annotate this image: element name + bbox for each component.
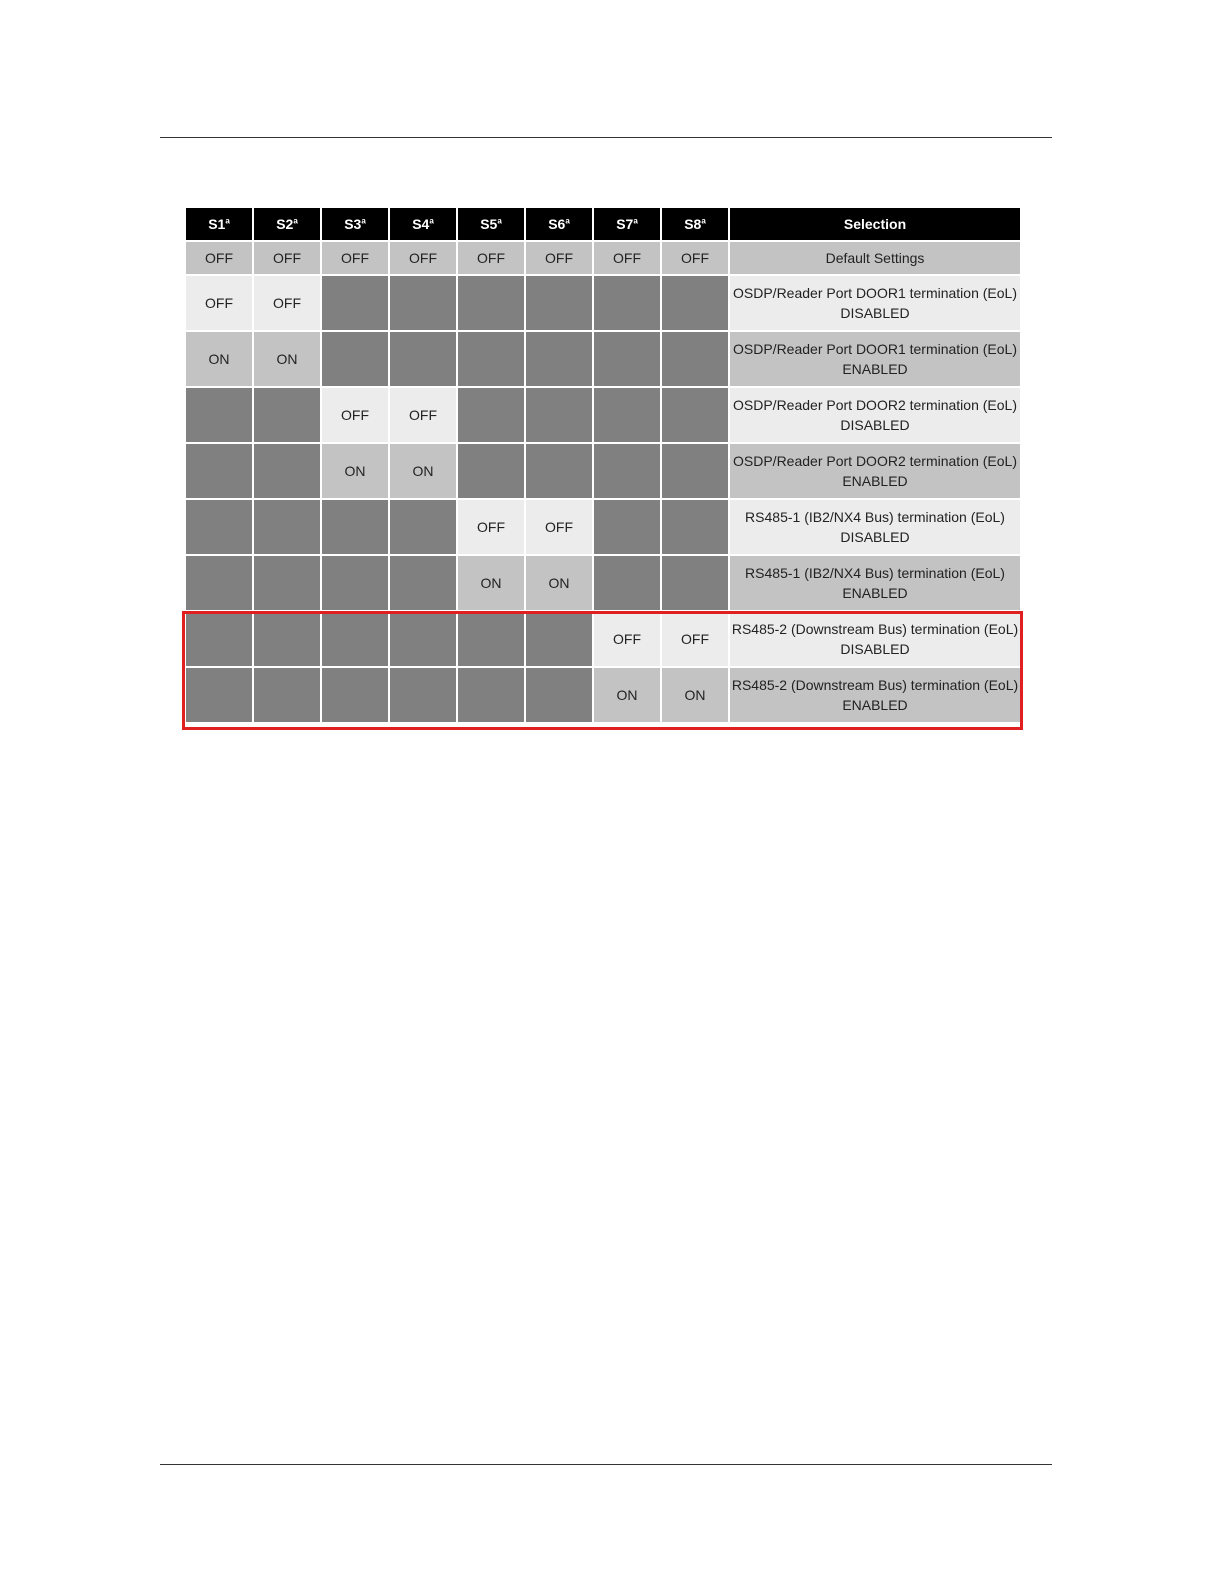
switch-value-cell: OFF	[594, 242, 660, 274]
blocked-cell	[322, 276, 388, 330]
blocked-cell	[390, 612, 456, 666]
table-row	[186, 276, 1020, 330]
switch-value-cell: OFF	[390, 388, 456, 442]
switch-value-cell: OFF	[390, 242, 456, 274]
blocked-cell	[594, 556, 660, 610]
header-s7: S7$^a$	[594, 208, 660, 240]
blocked-cell	[594, 276, 660, 330]
header-s8: S8$^a$	[662, 208, 728, 240]
switch-value-cell: OFF	[458, 242, 524, 274]
table-body	[186, 242, 1020, 722]
blocked-cell	[322, 612, 388, 666]
blocked-cell	[254, 556, 320, 610]
selection-cell: OSDP/Reader Port DOOR2 termination (EoL) DISABLED	[730, 388, 1020, 442]
blocked-cell	[526, 388, 592, 442]
selection-cell: Default Settings	[730, 242, 1020, 274]
selection-cell: RS485-2 (Downstream Bus) termination (EoL) DISABLED	[730, 612, 1020, 666]
blocked-cell	[186, 668, 252, 722]
switch-value-cell: OFF	[662, 242, 728, 274]
switch-value-cell: OFF	[526, 242, 592, 274]
blocked-cell	[186, 444, 252, 498]
table-row	[186, 556, 1020, 610]
table-row	[186, 612, 1020, 666]
blocked-cell	[594, 332, 660, 386]
blocked-cell	[186, 612, 252, 666]
blocked-cell	[594, 388, 660, 442]
blocked-cell	[390, 556, 456, 610]
switch-value-cell: ON	[594, 668, 660, 722]
blocked-cell	[322, 500, 388, 554]
blocked-cell	[322, 556, 388, 610]
blocked-cell	[186, 556, 252, 610]
table-header-row	[186, 208, 1020, 240]
blocked-cell	[254, 388, 320, 442]
selection-cell: OSDP/Reader Port DOOR2 termination (EoL) ENABLED	[730, 444, 1020, 498]
blocked-cell	[186, 500, 252, 554]
blocked-cell	[390, 500, 456, 554]
header-s1: S1$^a$	[186, 208, 252, 240]
footer-rule	[160, 1464, 1052, 1465]
switch-value-cell: OFF	[458, 500, 524, 554]
header-rule	[160, 137, 1052, 138]
table-row	[186, 332, 1020, 386]
blocked-cell	[322, 332, 388, 386]
switch-value-cell: OFF	[322, 388, 388, 442]
header-s6: S6$^a$	[526, 208, 592, 240]
header-selection: Selection	[730, 208, 1020, 240]
switch-value-cell: ON	[254, 332, 320, 386]
blocked-cell	[594, 444, 660, 498]
selection-cell: RS485-2 (Downstream Bus) termination (EoL) ENABLED	[730, 668, 1020, 722]
blocked-cell	[458, 444, 524, 498]
selection-cell: RS485-1 (IB2/NX4 Bus) termination (EoL) ENABLED	[730, 556, 1020, 610]
switch-value-cell: ON	[322, 444, 388, 498]
header-s2: S2$^a$	[254, 208, 320, 240]
table-row	[186, 500, 1020, 554]
blocked-cell	[322, 668, 388, 722]
selection-cell: RS485-1 (IB2/NX4 Bus) termination (EoL) DISABLED	[730, 500, 1020, 554]
switch-value-cell: ON	[526, 556, 592, 610]
switch-value-cell: OFF	[322, 242, 388, 274]
blocked-cell	[390, 668, 456, 722]
switch-value-cell: OFF	[186, 242, 252, 274]
blocked-cell	[458, 612, 524, 666]
table-row	[186, 388, 1020, 442]
blocked-cell	[390, 332, 456, 386]
table-row	[186, 668, 1020, 722]
switch-value-cell: ON	[662, 668, 728, 722]
blocked-cell	[526, 332, 592, 386]
blocked-cell	[662, 444, 728, 498]
table-row	[186, 242, 1020, 274]
blocked-cell	[526, 444, 592, 498]
header-s5: S5$^a$	[458, 208, 524, 240]
switch-value-cell: OFF	[254, 276, 320, 330]
blocked-cell	[594, 500, 660, 554]
blocked-cell	[458, 276, 524, 330]
blocked-cell	[662, 556, 728, 610]
switch-value-cell: ON	[458, 556, 524, 610]
blocked-cell	[254, 444, 320, 498]
blocked-cell	[662, 276, 728, 330]
selection-cell: OSDP/Reader Port DOOR1 termination (EoL) ENABLED	[730, 332, 1020, 386]
blocked-cell	[526, 276, 592, 330]
switch-value-cell: ON	[186, 332, 252, 386]
header-s4: S4$^a$	[390, 208, 456, 240]
selection-cell: OSDP/Reader Port DOOR1 termination (EoL) DISABLED	[730, 276, 1020, 330]
header-s3: S3$^a$	[322, 208, 388, 240]
switch-value-cell: OFF	[662, 612, 728, 666]
switch-value-cell: OFF	[594, 612, 660, 666]
blocked-cell	[390, 276, 456, 330]
blocked-cell	[662, 388, 728, 442]
blocked-cell	[254, 500, 320, 554]
blocked-cell	[254, 612, 320, 666]
switch-value-cell: OFF	[526, 500, 592, 554]
blocked-cell	[458, 332, 524, 386]
switch-value-cell: OFF	[186, 276, 252, 330]
blocked-cell	[458, 388, 524, 442]
dip-switch-table	[184, 206, 1022, 724]
blocked-cell	[458, 668, 524, 722]
blocked-cell	[254, 668, 320, 722]
table-row	[186, 444, 1020, 498]
blocked-cell	[186, 388, 252, 442]
switch-value-cell: OFF	[254, 242, 320, 274]
blocked-cell	[526, 668, 592, 722]
blocked-cell	[662, 332, 728, 386]
blocked-cell	[526, 612, 592, 666]
switch-value-cell: ON	[390, 444, 456, 498]
blocked-cell	[662, 500, 728, 554]
